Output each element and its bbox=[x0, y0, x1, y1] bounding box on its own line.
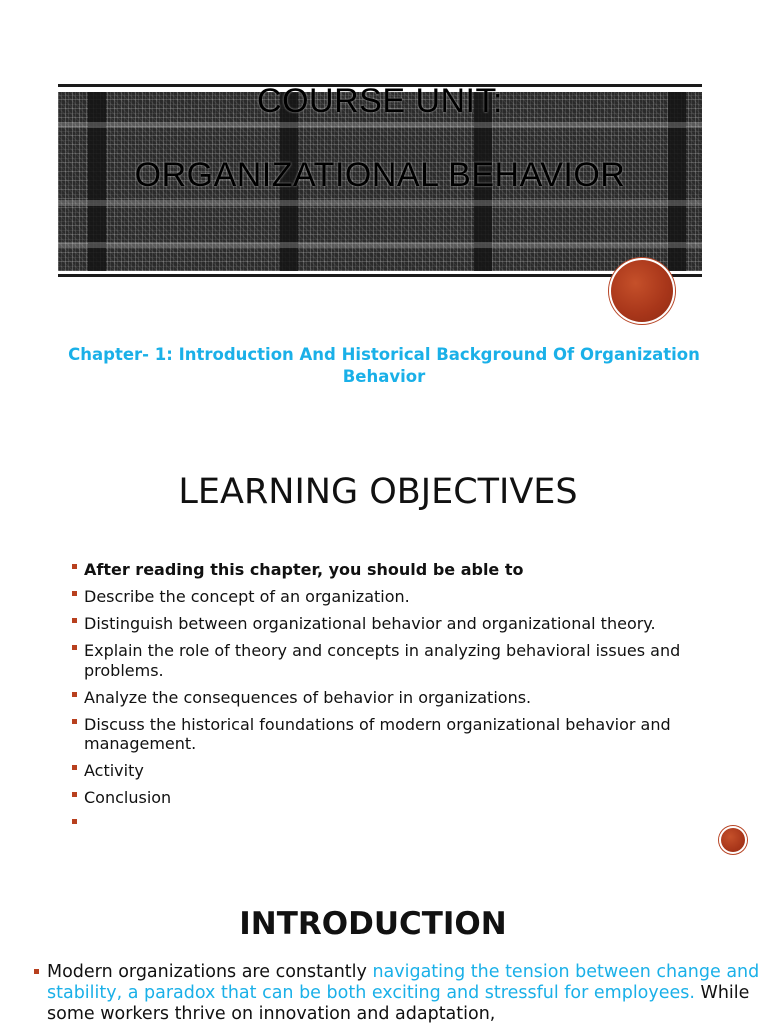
bullet-icon bbox=[34, 969, 39, 974]
chapter-subtitle: Chapter- 1: Introduction And Historical Background Of Organization Behavior bbox=[68, 345, 700, 386]
highlighted-text: navigating the tension between change and stability, a paradox that can be both exciting and stressful for employees. bbox=[47, 962, 760, 1003]
objective-item: Analyze the consequences of behavior in organizations. bbox=[72, 688, 712, 708]
objectives-heading: LEARNING OBJECTIVES bbox=[178, 472, 578, 512]
course-title: ORGANIZATIONAL BEHAVIOR bbox=[134, 156, 626, 194]
bullet-icon bbox=[72, 765, 77, 770]
introduction-paragraph: Modern organizations are constantly navigating the tension between change and stability, a paradox that can be both exciting and stressful for employees. While some workers thrive on innovation and adaptation, bbox=[34, 962, 768, 1025]
bullet-icon bbox=[72, 564, 77, 569]
objectives-slide bbox=[0, 440, 768, 880]
introduction-slide bbox=[0, 880, 768, 1024]
objectives-list bbox=[72, 560, 712, 833]
objective-item: Distinguish between organizational behavior and organizational theory. bbox=[72, 614, 712, 634]
bullet-icon bbox=[72, 591, 77, 596]
bullet-icon bbox=[72, 618, 77, 623]
objective-item: After reading this chapter, you should be able to bbox=[72, 560, 712, 580]
decorative-circle-icon bbox=[719, 826, 747, 854]
bullet-icon bbox=[72, 819, 77, 824]
introduction-heading: INTRODUCTION bbox=[239, 906, 507, 942]
objective-item: Conclusion bbox=[72, 788, 712, 808]
bullet-icon bbox=[72, 645, 77, 650]
banner-bottom-rule bbox=[58, 274, 702, 277]
objective-item-empty bbox=[72, 815, 712, 825]
objective-item: Explain the role of theory and concepts in analyzing behavioral issues and problems. bbox=[72, 641, 712, 680]
objective-item: Discuss the historical foundations of modern organizational behavior and management. bbox=[72, 715, 712, 754]
bullet-icon bbox=[72, 692, 77, 697]
title-slide bbox=[0, 0, 768, 440]
bullet-icon bbox=[72, 792, 77, 797]
decorative-circle-icon bbox=[609, 258, 675, 324]
objective-item: Describe the concept of an organization. bbox=[72, 587, 712, 607]
course-unit-label: COURSE UNIT: bbox=[257, 82, 503, 120]
objective-item: Activity bbox=[72, 761, 712, 781]
bullet-icon bbox=[72, 719, 77, 724]
